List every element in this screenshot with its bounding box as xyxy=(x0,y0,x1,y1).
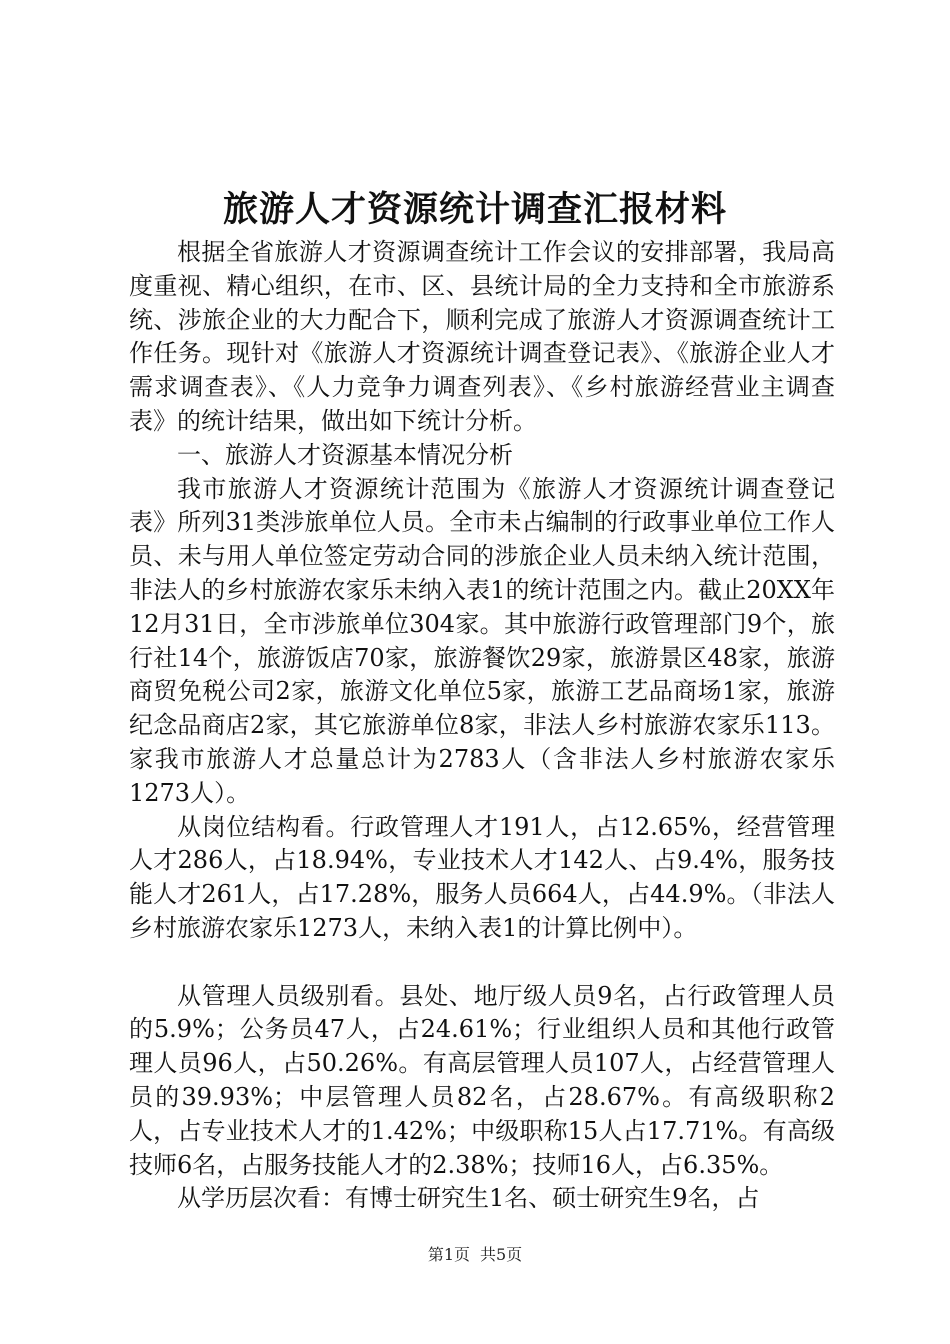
document-title: 旅游人才资源统计调查汇报材料 xyxy=(222,189,727,230)
intro-paragraph: 根据全省旅游人才资源调查统计工作会议的安排部署，我局高度重视、精心组织，在市、区、县统计局的全力支持和全市旅游系统、涉旅企业的大力配合下，顺利完成了旅游人才资源调查统计工作任务。现针对《旅游人才资源统计调查登记表》、《旅游企业人才需求调查表》、《人力竞争力调查列表》、《乡村旅游经营业主调查表》的统计结果，做出如下统计分析。 xyxy=(129,238,835,435)
education-paragraph: 从学历层次看：有博士研究生1名、硕士研究生9名，占 xyxy=(177,1184,760,1213)
management-level-paragraph: 从管理人员级别看。县处、地厅级人员9名，占行政管理人员的5.9%；公务员47人，占24.61%；行业组织人员和其他行政管理人员96人，占50.26%。有高层管理人员107人，占经营管理人员的39.93%；中层管理人员82名，占28.67%。有高级职称2人，占专业技术人才的1.42%；中级职称15人占17.71%。有高级技师6名，占服务技能人才的2.38%；技师16人，占6.35%。 xyxy=(129,981,835,1179)
position-structure-paragraph: 从岗位结构看。行政管理人才191人，占12.65%，经营管理人才286人，占18.94%，专业技术人才142人、占9.4%，服务技能人才261人，占17.28%，服务人员664人，占44.9%。（非法人乡村旅游农家乐1273人，未纳入表1的计算比例中）。 xyxy=(129,812,835,942)
blank-line xyxy=(129,946,835,980)
section-heading: 一、旅游人才资源基本情况分析 xyxy=(177,440,513,469)
page-footer xyxy=(0,1243,950,1267)
page-total: 共5页 xyxy=(480,1245,523,1264)
scope-paragraph: 我市旅游人才资源统计范围为《旅游人才资源统计调查登记表》所列31类涉旅单位人员。全市未占编制的行政事业单位工作人员、未与用人单位签定劳动合同的涉旅企业人员未纳入统计范围，非法人的乡村旅游农家乐未纳入表1的统计范围之内。截止20XX年12月31日，全市涉旅单位304家。其中旅游行政管理部门9个，旅行社14个，旅游饭店70家，旅游餐饮29家，旅游景区48家，旅游商贸免税公司2家，旅游文化单位5家，旅游工艺品商场1家，旅游纪念品商店2家，其它旅游单位8家，非法人乡村旅游农家乐113。家我市旅游人才总量总计为2783人（含非法人乡村旅游农家乐1273人）。 xyxy=(129,474,835,807)
document-body xyxy=(129,236,835,1216)
page-number: 第1页 xyxy=(427,1245,470,1264)
